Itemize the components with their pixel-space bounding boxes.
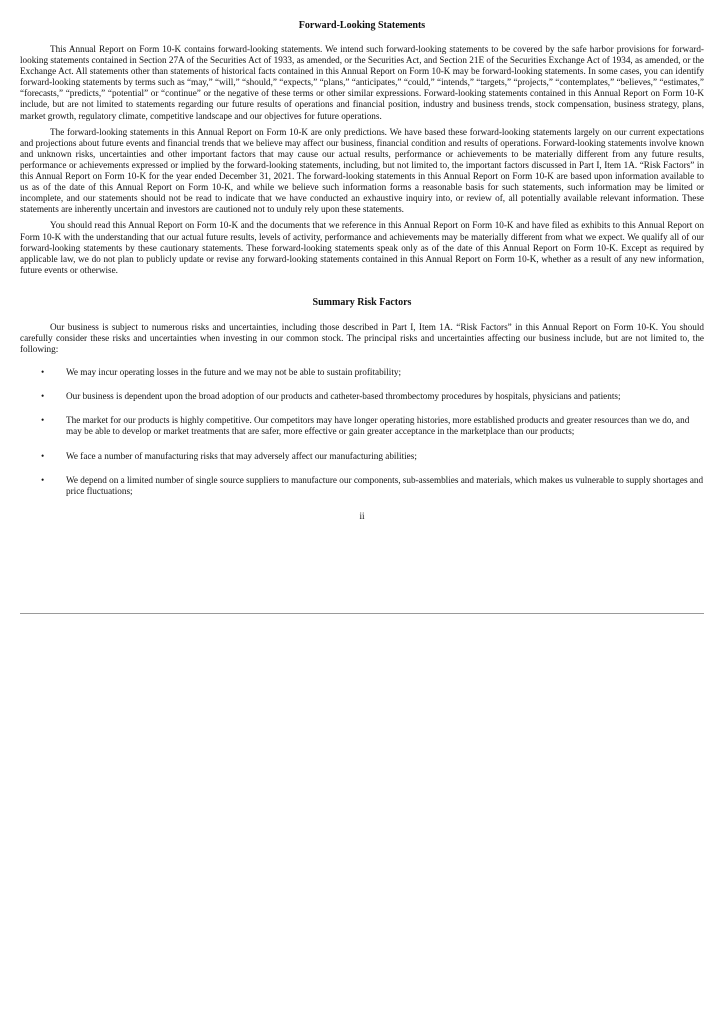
summary-risk-title: Summary Risk Factors <box>312 296 412 308</box>
forward-looking-paragraph-1: This Annual Report on Form 10-K contains forward-looking statements. We intend such forward-looking statements to be covered by the safe harbor provisions for forward-looking statements contained in Section 27A of the Securities Act of 1933, as amended, or the Securities Act, and Section 21E of the Securities Exchange Act of 1934, as amended, or the Exchange Act. All statements other than statements of historical facts contained in this Annual Report on Form 10-K may be forward-looking statements. In some cases, you can identify forward-looking statements by terms such as “may,” “will,” “should,” “expects,” “plans,” “anticipates,” “could,” “intends,” “targets,” “projects,” “contemplates,” “believes,” “estimates,” “forecasts,” “predicts,” “potential” or “continue” or the negative of these terms or other similar expressions. Forward-looking statements contained in this Annual Report on Form 10-K include, but are not limited to statements regarding our future results of operations and financial position, industry and business trends, stock compensation, business strategy, plans, market growth, regulatory climate, competitive landscape and our objectives for future operations. <box>20 44 704 121</box>
bullet-icon: • <box>41 450 45 461</box>
risk-factor-text: We depend on a limited number of single source suppliers to manufacture our components, sub-assemblies and materials, which makes us vulnerable to supply shortages and price fluctuations; <box>66 474 704 496</box>
risk-factor-item <box>20 415 704 437</box>
bullet-icon: • <box>41 415 45 426</box>
risk-factor-text: We may incur operating losses in the future and we may not be able to sustain profitability; <box>66 367 402 378</box>
forward-looking-paragraph-2: The forward-looking statements in this Annual Report on Form 10-K are only predictions. We have based these forward-looking statements largely on our current expectations and projections about future events and financial trends that we believe may affect our business, financial condition and results of operations. Forward-looking statements involve known and unknown risks, uncertainties and other important factors that may cause our actual results, performance or achievements to be materially different from any future results, performance or achievements expressed or implied by the forward-looking statements, including, but not limited to, the important factors discussed in Part I, Item 1A. “Risk Factors” in this Annual Report on Form 10-K for the year ended December 31, 2021. The forward-looking statements in this Annual Report on Form 10-K are based upon information available to us as of the date of this Annual Report on Form 10-K, and while we believe such information forms a reasonable basis for such statements, such information may be limited or incomplete, and our statements should not be read to indicate that we have conducted an exhaustive inquiry into, or review of, all potentially available relevant information. These statements are inherently uncertain and investors are cautioned not to unduly rely upon these statements. <box>20 126 704 215</box>
forward-looking-title: Forward-Looking Statements <box>298 20 426 31</box>
risk-factor-item <box>20 391 704 402</box>
page-divider <box>20 613 704 614</box>
bullet-icon: • <box>41 474 45 485</box>
summary-risk-intro: Our business is subject to numerous risks and uncertainties, including those described in Part I, Item 1A. “Risk Factors” in this Annual Report on Form 10-K. You should carefully consider these risks and uncertainties when investing in our common stock. The principal risks and uncertainties affecting our business include, but are not limited to, the following: <box>20 321 704 355</box>
bullet-icon: • <box>41 391 45 402</box>
risk-factor-item <box>20 367 704 378</box>
bullet-icon: • <box>41 367 45 378</box>
section-spacer <box>20 281 704 297</box>
risk-factor-text: The market for our products is highly competitive. Our competitors may have longer operating histories, more established products and greater resources than we do, and may be able to develop or market treatments that are safer, more effective or gain greater acceptance in the marketplace than our products; <box>66 415 690 437</box>
page-number: ii <box>359 510 365 521</box>
risk-factor-item <box>20 475 704 497</box>
risk-factor-list <box>20 367 704 497</box>
risk-factor-item <box>20 451 704 462</box>
risk-factor-text: Our business is dependent upon the broad adoption of our products and catheter-based thrombectomy procedures by hospitals, physicians and patients; <box>66 391 621 402</box>
forward-looking-paragraph-3: You should read this Annual Report on Form 10-K and the documents that we reference in this Annual Report on Form 10-K and have filed as exhibits to this Annual Report on Form 10-K with the understanding that our actual future results, levels of activity, performance and achievements may be materially different from what we expect. We qualify all of our forward-looking statements by these cautionary statements. These forward-looking statements speak only as of the date of this Annual Report on Form 10-K. Except as required by applicable law, we do not plan to publicly update or revise any forward-looking statements contained in this Annual Report on Form 10-K, whether as a result of any new information, future events or otherwise. <box>20 220 704 275</box>
risk-factor-text: We face a number of manufacturing risks that may adversely affect our manufacturing abilities; <box>66 450 417 461</box>
